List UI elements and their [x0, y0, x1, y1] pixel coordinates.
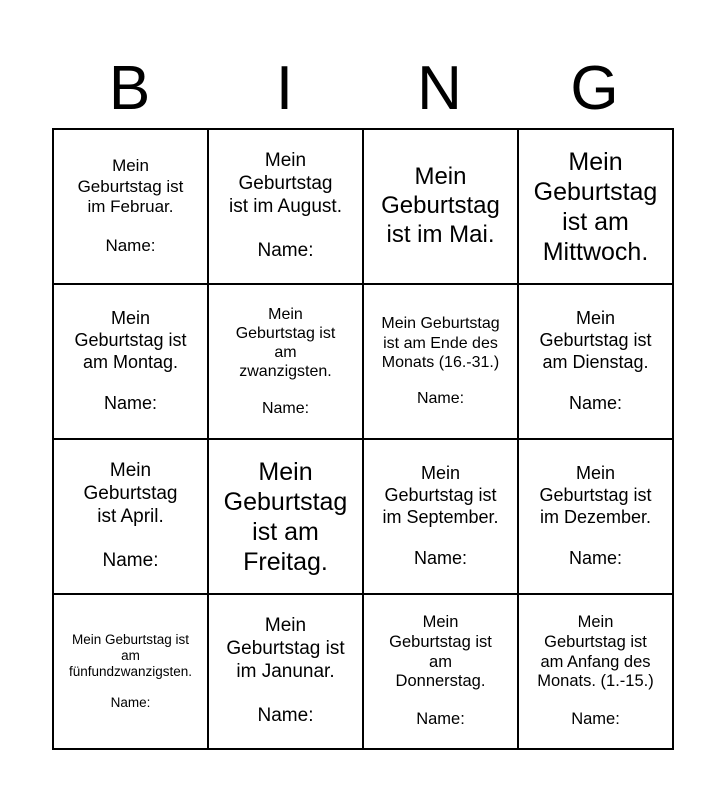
bingo-cell[interactable] — [363, 439, 518, 594]
bingo-header — [52, 50, 672, 128]
grid-row — [53, 284, 673, 439]
cell-text: Mein Geburtstag ist am Anfang des Monats. (1.-15.) — [537, 612, 654, 691]
bingo-cell[interactable] — [208, 284, 363, 439]
bingo-cell[interactable] — [53, 594, 208, 749]
bingo-cell[interactable] — [53, 439, 208, 594]
bingo-cell[interactable] — [518, 284, 673, 439]
bingo-cell[interactable] — [53, 129, 208, 284]
bingo-cell[interactable] — [363, 129, 518, 284]
cell-text: Mein Geburtstag ist im Februar. — [77, 156, 184, 217]
grid-row — [53, 594, 673, 749]
cell-text: Mein Geburtstag ist am Mittwoch. — [533, 147, 658, 266]
cell-name-label: Name: — [261, 400, 310, 418]
header-letter-g: G — [570, 54, 619, 123]
bingo-cell[interactable] — [518, 439, 673, 594]
bingo-cell[interactable] — [518, 594, 673, 749]
cell-text: Mein Geburtstag ist April. — [83, 460, 178, 528]
cell-text: Mein Geburtstag ist am Donnerstag. — [389, 612, 492, 691]
bingo-cell[interactable] — [363, 284, 518, 439]
bingo-cell[interactable] — [363, 594, 518, 749]
bingo-grid — [52, 128, 674, 750]
grid-row — [53, 129, 673, 284]
cell-text: Mein Geburtstag ist im September. — [382, 463, 499, 527]
cell-text: Mein Geburtstag ist im Mai. — [381, 163, 500, 248]
cell-name-label: Name: — [568, 392, 622, 413]
cell-text: Mein Geburtstag ist im Dezember. — [539, 463, 652, 527]
cell-name-label: Name: — [102, 549, 159, 571]
header-letter-n: N — [417, 54, 462, 123]
cell-name-label: Name: — [571, 710, 620, 729]
cell-name-label: Name: — [416, 390, 465, 408]
bingo-cell[interactable] — [518, 129, 673, 284]
bingo-cell[interactable] — [208, 439, 363, 594]
cell-text: Mein Geburtstag ist am zwanzigsten. — [235, 305, 336, 381]
cell-name-label: Name: — [413, 547, 467, 568]
cell-name-label: Name: — [257, 704, 314, 726]
cell-text: Mein Geburtstag ist am Montag. — [74, 308, 187, 372]
bingo-cell[interactable] — [208, 129, 363, 284]
cell-name-label: Name: — [568, 547, 622, 568]
grid-row — [53, 439, 673, 594]
cell-text: Mein Geburtstag ist am fünfundzwanzigsten. — [68, 631, 193, 680]
header-letter-i: I — [275, 54, 294, 123]
cell-text: Mein Geburtstag ist im Janunar. — [226, 615, 345, 683]
cell-name-label: Name: — [103, 392, 157, 413]
cell-text: Mein Geburtstag ist am Dienstag. — [539, 308, 652, 372]
cell-text: Mein Geburtstag ist am Ende des Monats (16.-31.) — [381, 315, 500, 371]
cell-text: Mein Geburtstag ist am Freitag. — [223, 457, 348, 576]
cell-name-label: Name: — [110, 695, 151, 711]
bingo-cell[interactable] — [208, 594, 363, 749]
header-letter-b: B — [108, 54, 151, 123]
cell-name-label: Name: — [257, 239, 314, 261]
cell-name-label: Name: — [105, 236, 156, 256]
cell-text: Mein Geburtstag ist im August. — [229, 150, 342, 218]
bingo-cell[interactable] — [53, 284, 208, 439]
cell-name-label: Name: — [416, 710, 465, 729]
